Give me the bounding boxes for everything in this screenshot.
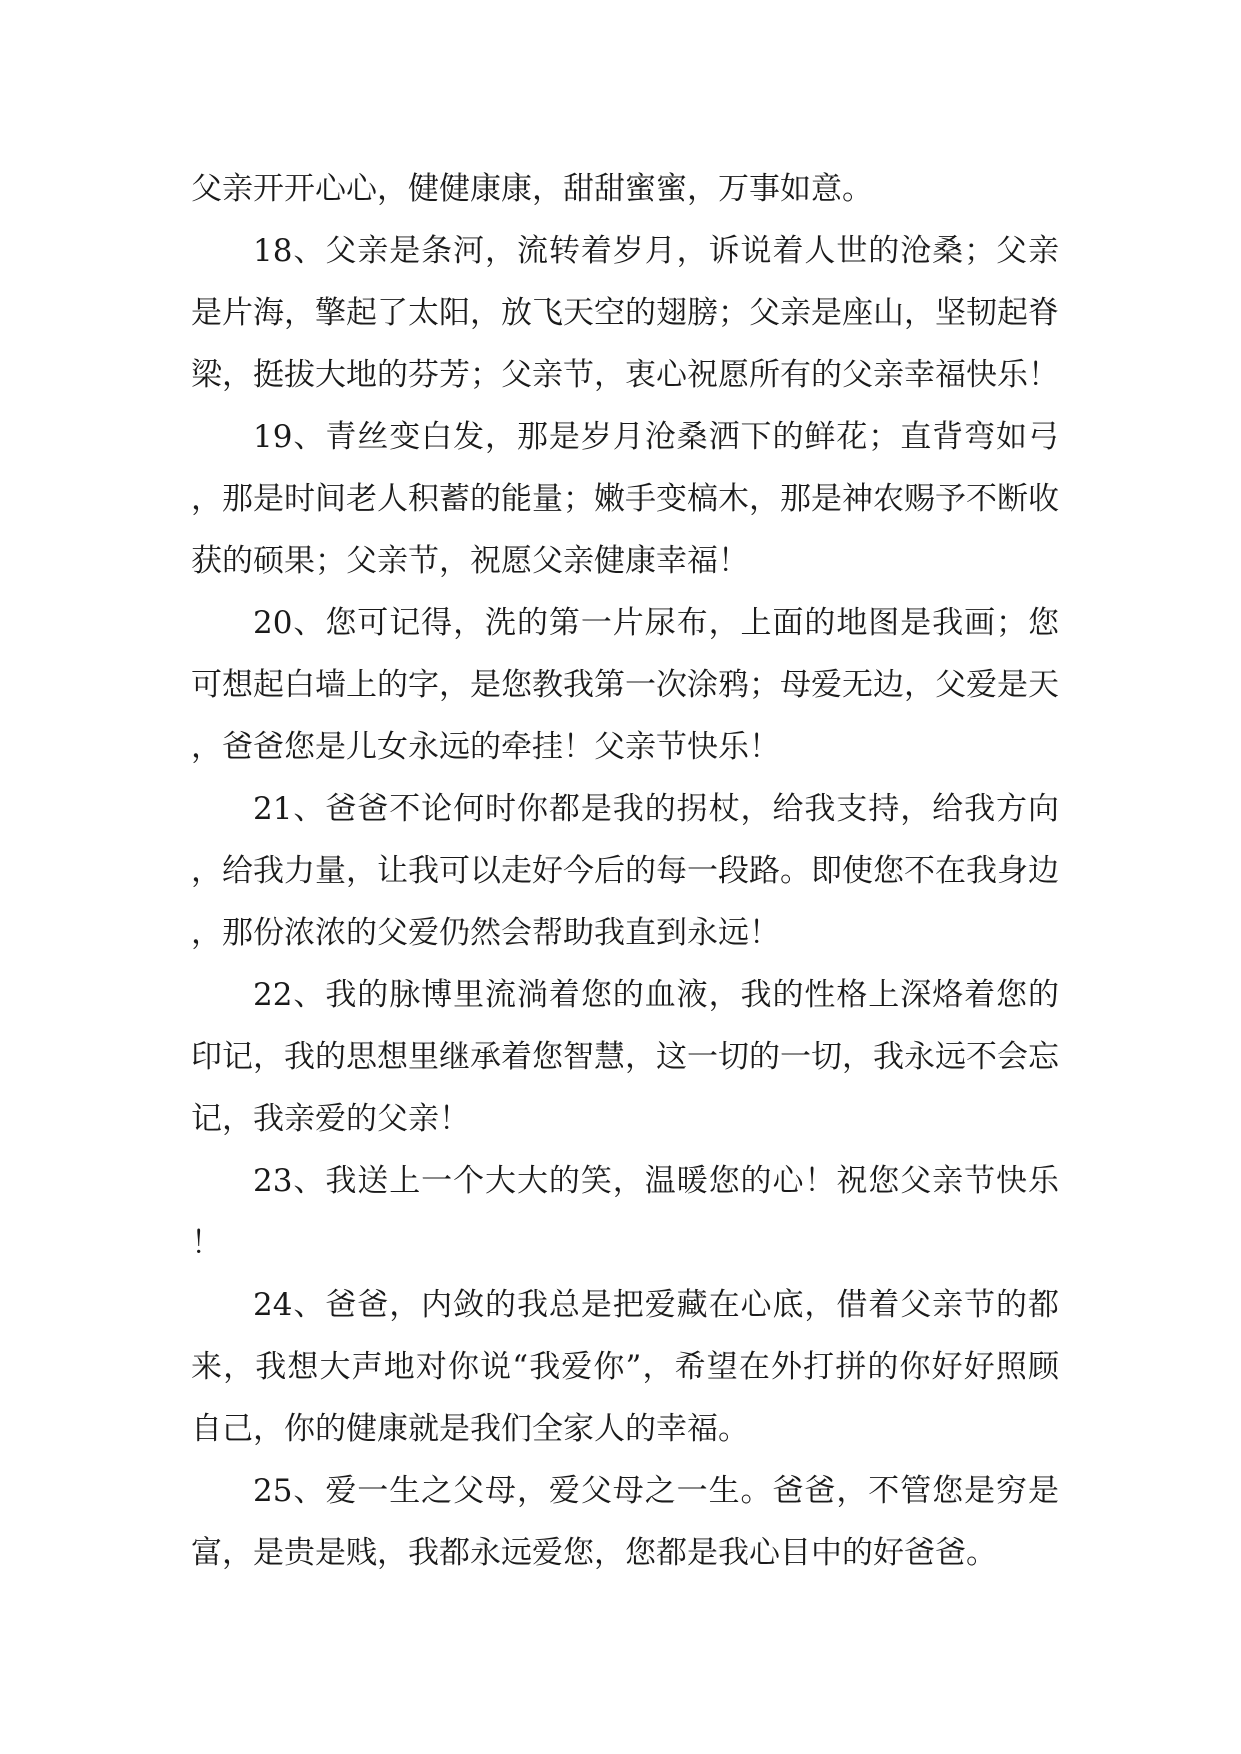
paragraph-continuation: 父亲开开心心，健健康康，甜甜蜜蜜，万事如意。 (191, 171, 873, 207)
paragraph-18: 18、父亲是条河，流转着岁月，诉说着人世的沧桑；父亲是片海，擎起了太阳，放飞天空的翅膀；父亲是座山，坚韧起脊梁，挺拔大地的芬芳；父亲节，衷心祝愿所有的父亲幸福快乐！ (191, 233, 1059, 393)
paragraph-25: 25、爱一生之父母，爱父母之一生。爸爸，不管您是穷是富，是贵是贱，我都永远爱您，您都是我心目中的好爸爸。 (191, 1473, 1059, 1571)
paragraph-24: 24、爸爸，内敛的我总是把爱藏在心底，借着父亲节的都来，我想大声地对你说“我爱你”，希望在外打拼的你好好照顾自己，你的健康就是我们全家人的幸福。 (191, 1287, 1059, 1447)
paragraph-19: 19、青丝变白发，那是岁月沧桑洒下的鲜花；直背弯如弓，那是时间老人积蓄的能量；嫩手变槁木，那是神农赐予不断收获的硕果；父亲节，祝愿父亲健康幸福！ (191, 419, 1059, 579)
document-body (191, 158, 1059, 1584)
paragraph-20: 20、您可记得，洗的第一片尿布，上面的地图是我画；您可想起白墙上的字，是您教我第一次涂鸦；母爱无边，父爱是天，爸爸您是儿女永远的牵挂！父亲节快乐！ (191, 605, 1059, 765)
paragraph-22: 22、我的脉博里流淌着您的血液，我的性格上深烙着您的印记，我的思想里继承着您智慧，这一切的一切，我永远不会忘记，我亲爱的父亲！ (191, 977, 1059, 1137)
paragraph-23: 23、我送上一个大大的笑，温暖您的心！祝您父亲节快乐！ (191, 1163, 1059, 1261)
paragraph-21: 21、爸爸不论何时你都是我的拐杖，给我支持，给我方向，给我力量，让我可以走好今后的每一段路。即使您不在我身边，那份浓浓的父爱仍然会帮助我直到永远！ (191, 791, 1059, 951)
